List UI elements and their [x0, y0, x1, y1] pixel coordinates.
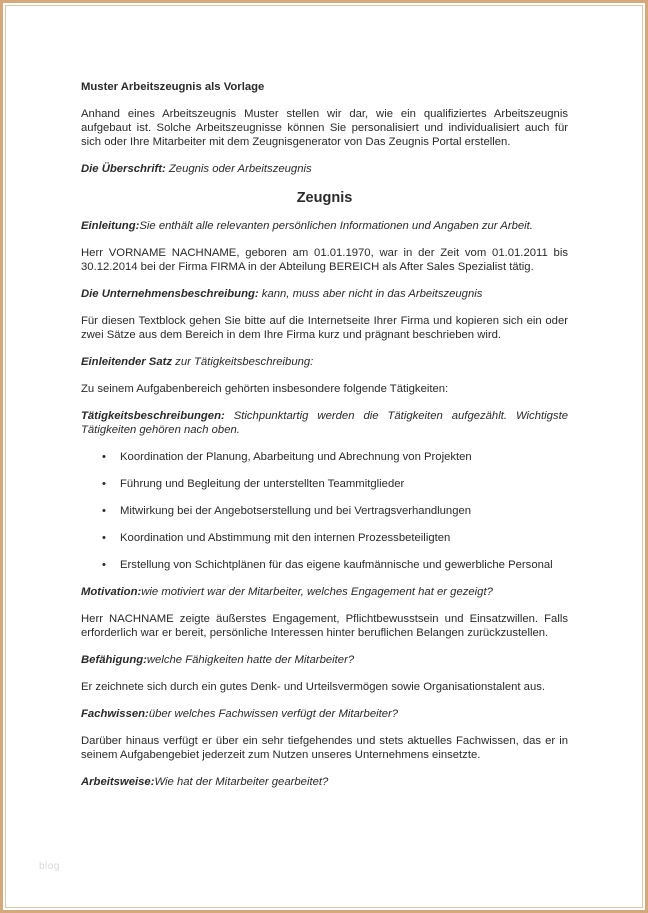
company-paragraph: Für diesen Textblock gehen Sie bitte auf die Internetseite Ihrer Firma und kopieren sich ein oder zwei Sätze aus dem Bereich in dem Ihre Firma kurz und prägnant beschrieben wird.: [81, 315, 568, 341]
list-item: [81, 531, 568, 545]
heading-note-label: Die Überschrift:: [81, 163, 166, 175]
intro-sentence-text: zur Tätigkeitsbeschreibung:: [172, 356, 314, 368]
list-item: [81, 477, 568, 491]
company-note: [81, 287, 568, 301]
motivation-label: Motivation:: [81, 586, 142, 598]
task-desc-note: [81, 409, 568, 437]
list-item: [81, 504, 568, 518]
befaehigung-label: Befähigung:: [81, 654, 147, 666]
fachwissen-paragraph: Darüber hinaus verfügt er über ein sehr tiefgehendes und stets aktuelles Fachwissen, das er in seinem Aufgabengebiet jederzeit zum Nutzen unseres Unternehmens einsetzte.: [81, 735, 568, 761]
fachwissen-label: Fachwissen:: [81, 708, 149, 720]
task-text: Koordination und Abstimmung mit den internen Prozessbeteiligten: [120, 532, 451, 544]
arbeitsweise-text: Wie hat der Mitarbeiter gearbeitet?: [154, 776, 329, 788]
einleitung-text: Sie enthält alle relevanten persönlichen Informationen und Angaben zur Arbeit.: [139, 220, 533, 232]
befaehigung-note: [81, 653, 568, 667]
personal-paragraph: Herr VORNAME NACHNAME, geboren am 01.01.1970, war in der Zeit vom 01.01.2011 bis 30.12.2014 bei der Firma FIRMA in der Abteilung BEREICH als After Sales Spezialist tätig.: [81, 247, 568, 273]
motivation-text: wie motiviert war der Mitarbeiter, welches Engagement hat er gezeigt?: [141, 586, 493, 598]
befaehigung-paragraph: Er zeichnete sich durch ein gutes Denk- und Urteilsvermögen sowie Organisationstalent aus.: [81, 681, 546, 693]
list-item: [81, 558, 568, 572]
company-note-text: kann, muss aber nicht in das Arbeitszeugnis: [258, 288, 483, 300]
motivation-note: [81, 585, 568, 599]
einleitung-note: [81, 219, 568, 233]
bullet-icon: •: [102, 478, 106, 490]
document-body: [81, 80, 568, 802]
heading-note: [81, 162, 568, 176]
task-text: Führung und Begleitung der unterstellten Teammitglieder: [120, 478, 405, 490]
bullet-icon: •: [102, 559, 106, 571]
task-text: Koordination der Planung, Abarbeitung und Abrechnung von Projekten: [120, 451, 472, 463]
task-area-paragraph: Zu seinem Aufgabenbereich gehörten insbesondere folgende Tätigkeiten:: [81, 383, 449, 395]
company-note-label: Die Unternehmensbeschreibung:: [81, 288, 259, 300]
task-list: [81, 450, 568, 572]
intro-paragraph: Anhand eines Arbeitszeugnis Muster stellen wir dar, wie ein qualifiziertes Arbeitszeugnis aufgebaut ist. Solche Arbeitszeugnisse können Sie personalisiert und individualisiert auch für sich oder Ihre Mitarbeiter mit dem Zeugnisgenerator von Das Zeugnis Portal erstellen.: [81, 108, 568, 148]
task-text: Mitwirkung bei der Angebotserstellung und bei Vertragsverhandlungen: [120, 505, 472, 517]
befaehigung-text: welche Fähigkeiten hatte der Mitarbeiter?: [146, 654, 355, 666]
task-desc-text: Stichpunktartig werden die Tätigkeiten aufgezählt. Wichtigste Tätigkeiten gehören nach oben.: [81, 410, 568, 436]
bullet-icon: •: [102, 532, 106, 544]
list-item: [81, 450, 568, 464]
intro-sentence-label: Einleitender Satz: [81, 356, 173, 368]
arbeitsweise-label: Arbeitsweise:: [81, 776, 155, 788]
fachwissen-text: über welches Fachwissen verfügt der Mitarbeiter?: [148, 708, 399, 720]
certificate-headline: Zeugnis: [296, 190, 353, 206]
arbeitsweise-note: [81, 775, 568, 789]
motivation-paragraph: Herr NACHNAME zeigte äußerstes Engagement, Pflichtbewusstsein und Einsatzwillen. Falls erforderlich war er bereit, persönliche Interessen hinter beruflichen Belangen zurückzustellen.: [81, 613, 568, 639]
bullet-icon: •: [102, 505, 106, 517]
task-text: Erstellung von Schichtplänen für das eigene kaufmännische und gewerbliche Personal: [120, 559, 553, 571]
heading-note-text: Zeugnis oder Arbeitszeugnis: [165, 163, 312, 175]
document-title: Muster Arbeitszeugnis als Vorlage: [81, 81, 265, 93]
watermark: blog: [39, 861, 60, 872]
bullet-icon: •: [102, 451, 106, 463]
task-desc-label: Tätigkeitsbeschreibungen:: [81, 410, 225, 422]
fachwissen-note: [81, 707, 568, 721]
einleitung-label: Einleitung:: [81, 220, 140, 232]
intro-sentence-note: [81, 355, 568, 369]
